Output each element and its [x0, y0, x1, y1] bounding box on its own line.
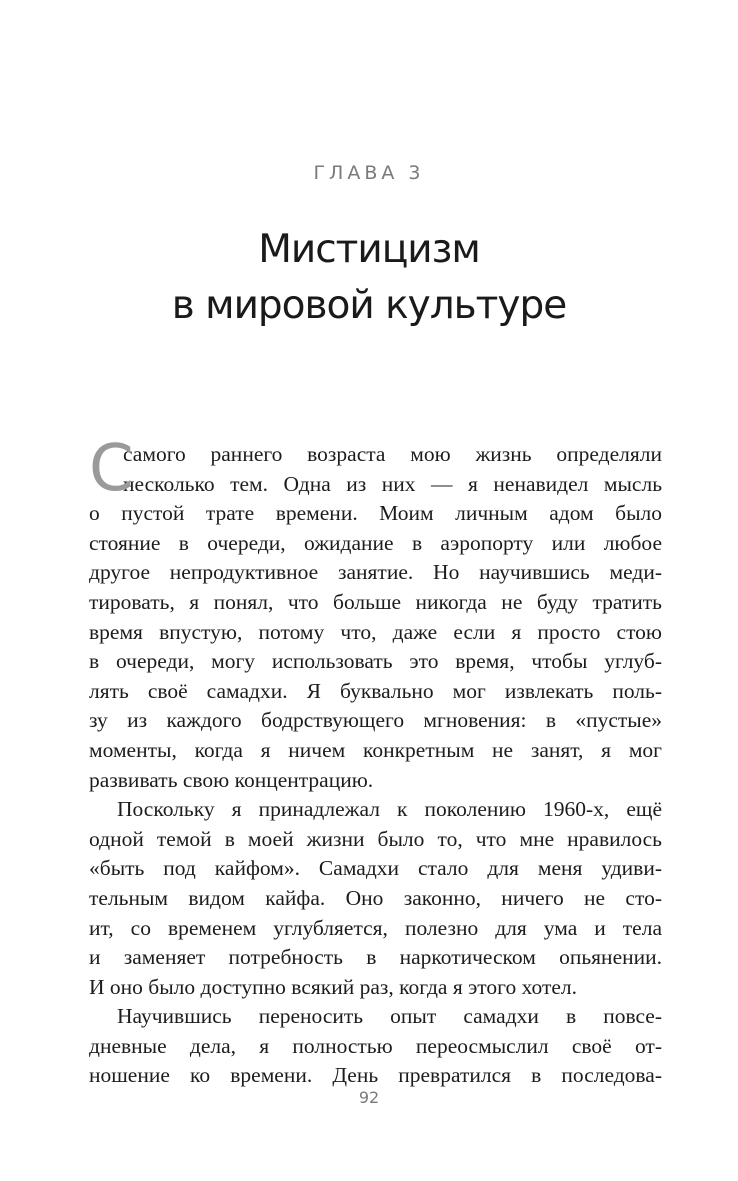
text-line: «быть под кайфом». Самадхи стало для меня удиви- [89, 856, 662, 881]
text-line: и заменяет потребность в наркотическом опьянении. [89, 945, 662, 970]
chapter-label: ГЛАВА 3 [313, 162, 425, 184]
chapter-title-line-1: Мистицизм [258, 227, 480, 272]
text-line: дневные дела, я полностью переосмыслил своё от- [89, 1033, 662, 1058]
text-line: одной темой в моей жизни было то, что мне нравилось [89, 826, 662, 851]
text-line: Научившись переносить опыт самадхи в повсе- [117, 1004, 662, 1029]
text-line: И оно было доступно всякий раз, когда я этого хотел. [89, 974, 578, 999]
text-line: ит, со временем углубляется, полезно для ума и тела [89, 915, 662, 940]
text-line: в очереди, могу использовать это время, чтобы углуб- [89, 649, 662, 674]
text-line: тировать, я понял, что больше никогда не буду тратить [89, 589, 662, 614]
text-line: тельным видом кайфа. Оно законно, ничего не сто- [89, 885, 662, 910]
text-line: моменты, когда я ничем конкретным не занят, я мог [89, 737, 662, 762]
text-line: несколько тем. Одна из них — я ненавидел мысль [123, 471, 662, 496]
page-number: 92 [358, 1088, 380, 1107]
text-line: Поскольку я принадлежал к поколению 1960-х, ещё [117, 797, 662, 822]
text-line: о пустой трате времени. Моим личным адом было [89, 501, 662, 526]
text-line: самого раннего возраста мою жизнь определяли [123, 442, 662, 466]
chapter-title [0, 222, 738, 334]
text-line: другое непродуктивное занятие. Но научившись меди- [89, 560, 662, 585]
text-line: лять своё самадхи. Я буквально мог извлекать поль- [89, 678, 662, 703]
chapter-title-line-2: в мировой культуре [171, 283, 567, 328]
text-line: время впустую, потому что, даже если я просто стою [89, 619, 662, 644]
text-line: стояние в очереди, ожидание в аэропорту или любое [89, 530, 662, 555]
drop-cap: С [89, 432, 134, 506]
text-line: зу из каждого бодрствующего мгновения: в «пустые» [89, 708, 662, 733]
body-text [89, 432, 662, 1091]
text-line: ношение ко времени. День превратился в последова- [89, 1063, 662, 1088]
text-line: развивать свою концентрацию. [89, 767, 374, 792]
